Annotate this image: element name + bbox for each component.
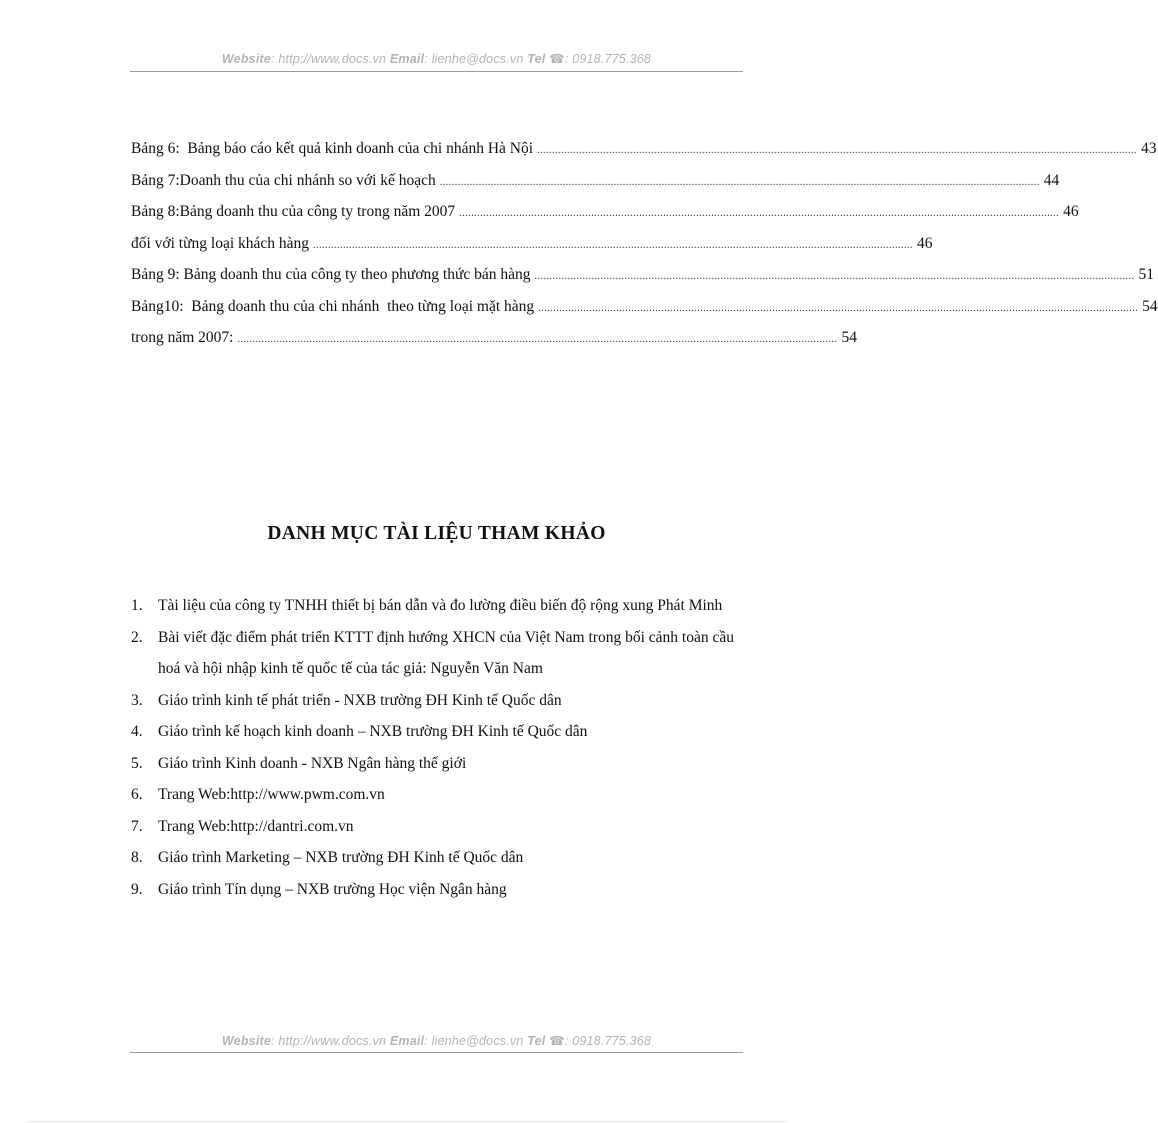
toc-page-number: 54	[841, 329, 857, 346]
toc-row	[131, 234, 933, 267]
footer-website-value: : http://www.docs.vn	[271, 1034, 387, 1048]
reference-text: Giáo trình kế hoạch kinh doanh – NXB trường ĐH Kinh tế Quốc dân	[158, 723, 588, 740]
tel-label: Tel	[527, 52, 546, 66]
page-edge	[28, 1121, 788, 1122]
toc-leader: ........................................................................................................................................................................................................	[459, 208, 1060, 219]
toc-entry-text: Bảng 8:Bảng doanh thu của công ty trong năm 2007	[131, 203, 456, 220]
footer-email-label: Email	[389, 1034, 425, 1048]
toc-entry-text: trong năm 2007:	[131, 329, 234, 346]
reference-number: 1.	[131, 597, 143, 614]
toc-entry-text: Bảng 9: Bảng doanh thu của công ty theo phương thức bán hàng	[131, 266, 531, 283]
reference-text: Trang Web:http://www.pwm.com.vn	[158, 786, 385, 803]
toc-page-number: 43	[1141, 140, 1157, 157]
toc-leader: ........................................................................................................................................................................................................	[538, 302, 1139, 314]
reference-number: 9.	[131, 880, 143, 898]
reference-number: 6.	[131, 786, 143, 803]
reference-item	[131, 842, 751, 874]
reference-text: Bài viết đặc điểm phát triển KTTT định hướng XHCN của Việt Nam trong bối cảnh toàn cầu hoá và hội nhập kinh tế quốc tế của tác giả: Nguyễn Văn Nam	[158, 628, 734, 677]
toc-leader: ........................................................................................................................................................................................................	[237, 334, 838, 345]
toc-page-number: 44	[1043, 171, 1060, 189]
reference-number: 8.	[131, 849, 143, 866]
references-title: DANH MỤC TÀI LIỆU THAM KHẢO	[267, 523, 606, 544]
reference-item	[131, 685, 751, 717]
website-value: : http://www.docs.vn	[271, 52, 387, 66]
toc-entry-text: Bảng10: Bảng doanh thu của chi nhánh theo từng loại mặt hàng	[131, 297, 535, 315]
toc-entry-text: đối với từng loại khách hàng	[131, 234, 310, 252]
tel-value: : 0918.775.368	[564, 52, 652, 66]
reference-item	[131, 622, 751, 685]
reference-item	[131, 811, 751, 843]
toc-leader: ........................................................................................................................................................................................................	[537, 145, 1138, 156]
reference-text: Tài liệu của công ty TNHH thiết bị bán dẫn và đo lường điều biến độ rộng xung Phát Minh	[158, 597, 723, 614]
toc-row	[131, 266, 1155, 298]
reference-text: Trang Web:http://dantri.com.vn	[158, 817, 354, 835]
reference-number: 4.	[131, 723, 143, 740]
page-header	[130, 51, 743, 66]
toc-page-number: 46	[1063, 203, 1079, 220]
website-label: Website	[221, 52, 272, 66]
footer-email-value: : lienhe@docs.vn	[424, 1034, 524, 1048]
toc-row	[131, 297, 1158, 330]
reference-number: 3.	[131, 691, 143, 709]
toc-page-number: 46	[917, 234, 933, 252]
toc-entry-text: Bảng 7:Doanh thu của chi nhánh so với kế hoạch	[131, 171, 436, 189]
toc-leader: ........................................................................................................................................................................................................	[313, 239, 914, 251]
toc-row	[131, 329, 857, 361]
email-label: Email	[389, 52, 425, 66]
reference-item	[131, 874, 751, 906]
reference-text: Giáo trình kinh tế phát triển - NXB trường ĐH Kinh tế Quốc dân	[158, 691, 562, 709]
footer-tel-label: Tel	[527, 1034, 546, 1048]
reference-item	[131, 748, 751, 780]
footer-rule	[130, 1052, 743, 1053]
reference-item	[131, 716, 751, 748]
toc-leader: ........................................................................................................................................................................................................	[534, 271, 1135, 282]
footer-tel-value: : 0918.775.368	[564, 1034, 652, 1048]
toc-entry-text: Bảng 6: Bảng báo cáo kết quả kinh doanh của chi nhánh Hà Nội	[131, 140, 534, 157]
reference-text: Giáo trình Marketing – NXB trường ĐH Kinh tế Quốc dân	[158, 849, 524, 866]
reference-text: Giáo trình Kinh doanh - NXB Ngân hàng thế giới	[158, 754, 467, 772]
reference-number: 2.	[131, 628, 143, 646]
reference-text: Giáo trình Tín dụng – NXB trường Học viện Ngân hàng	[158, 880, 507, 898]
toc-row	[131, 171, 1060, 204]
footer-website-label: Website	[221, 1034, 272, 1048]
footer-phone-icon: ☎	[549, 1034, 565, 1048]
page-footer	[130, 1033, 743, 1048]
toc-page-number: 54	[1142, 297, 1158, 315]
reference-item	[131, 590, 751, 622]
header-rule	[130, 71, 743, 72]
toc-row	[131, 140, 1157, 172]
phone-icon: ☎	[549, 52, 565, 66]
table-list	[131, 140, 1158, 361]
reference-number: 7.	[131, 817, 143, 835]
toc-leader: ........................................................................................................................................................................................................	[439, 176, 1040, 188]
email-value: : lienhe@docs.vn	[424, 52, 524, 66]
reference-item	[131, 779, 751, 811]
toc-page-number: 51	[1138, 266, 1155, 283]
toc-row	[131, 203, 1079, 235]
reference-number: 5.	[131, 754, 143, 772]
references-list	[131, 590, 751, 905]
